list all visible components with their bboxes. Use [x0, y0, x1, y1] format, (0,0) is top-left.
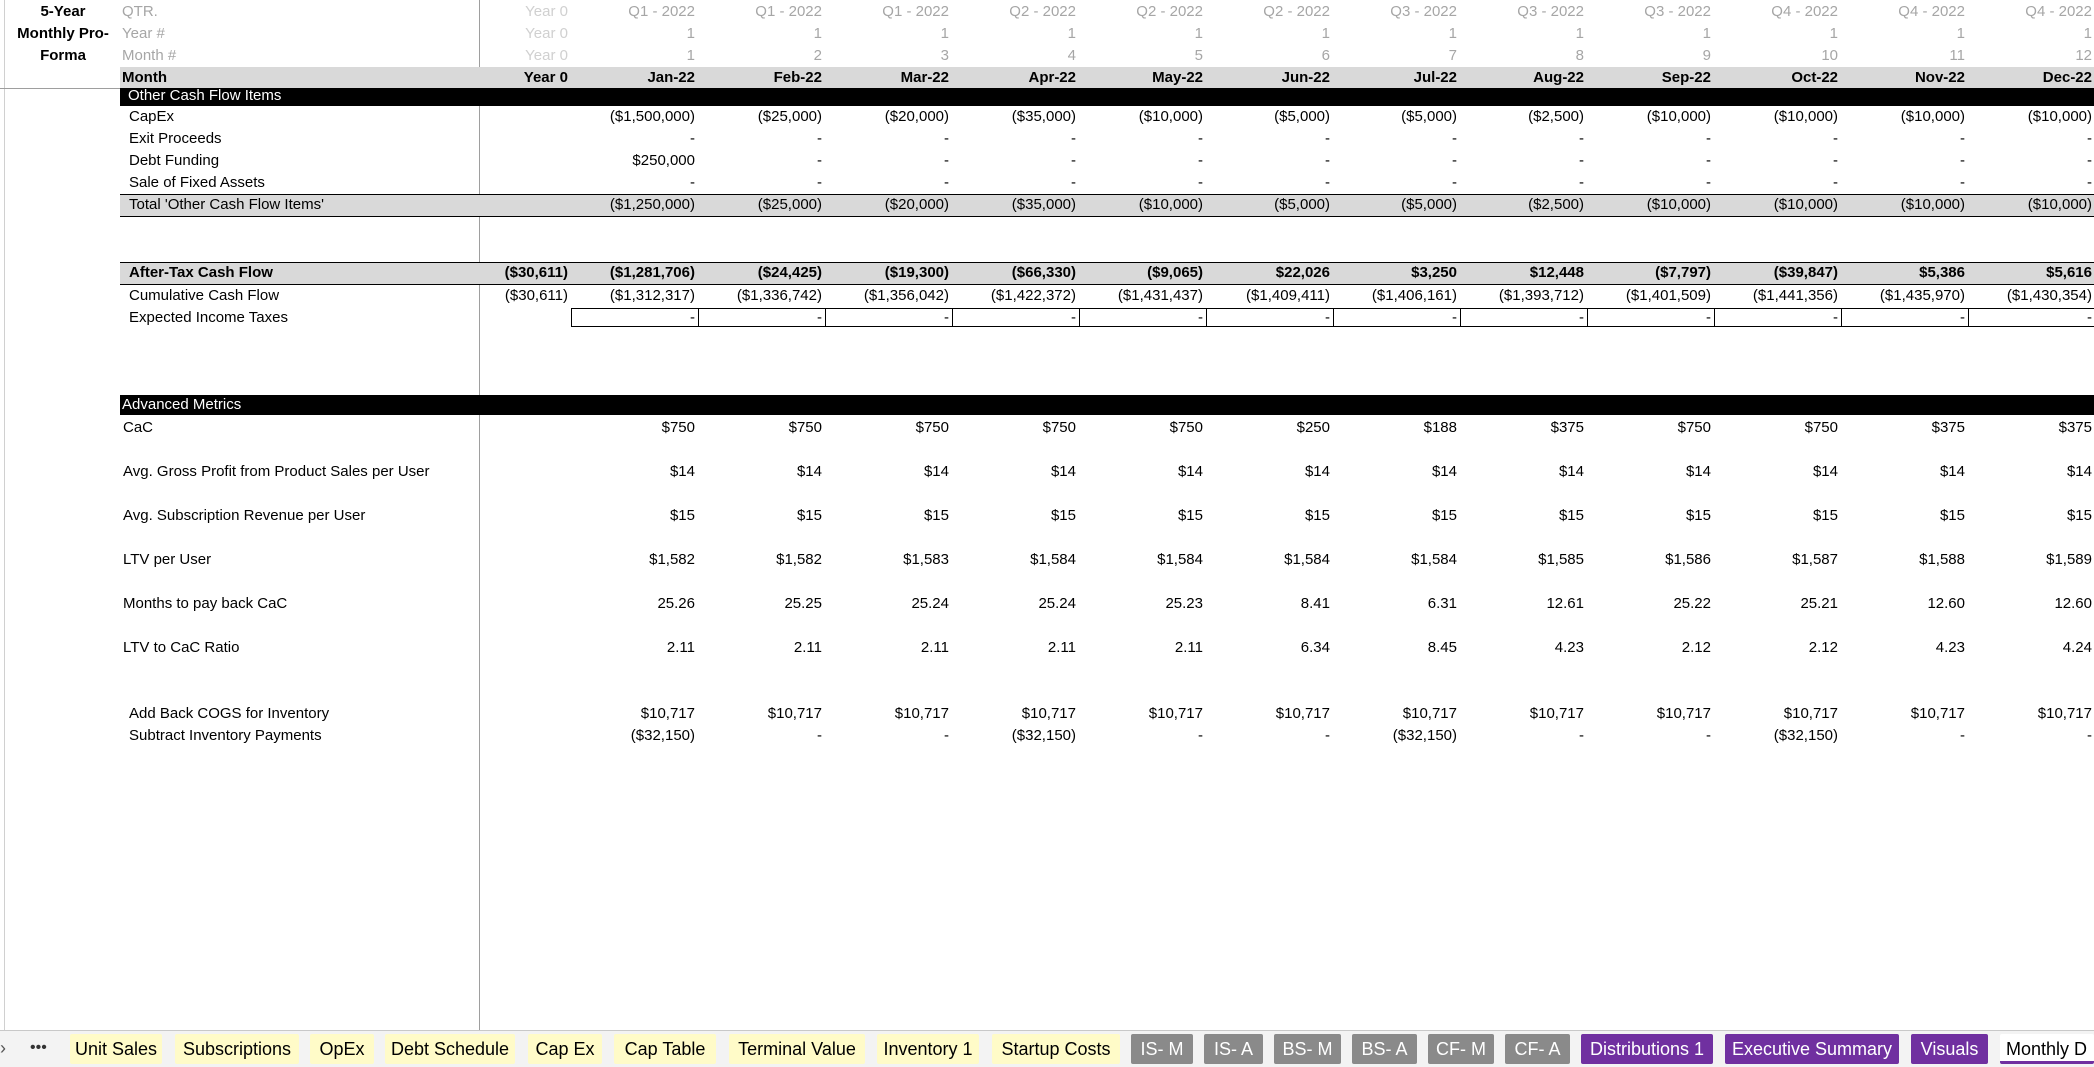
header-year-cell: 1 [1448, 25, 1457, 42]
header-month-num-cell: 6 [1321, 47, 1330, 64]
sheet-tab-cap-table[interactable]: Cap Table [614, 1034, 716, 1064]
metric-cac-value: $375 [1550, 419, 1584, 436]
row-exit-proceeds-value: - [1071, 130, 1076, 147]
header-year-cell: 1 [1702, 25, 1711, 42]
metric-months-to-pay-back-cac-value: 25.24 [1038, 595, 1076, 612]
row-exit-proceeds-value: - [2087, 130, 2092, 147]
row-expected-income-taxes-value: - [1071, 309, 1076, 326]
row-expected-income-taxes-value: - [690, 309, 695, 326]
sheet-tab-debt-schedule[interactable]: Debt Schedule [385, 1034, 515, 1064]
sheet-tab-bs-m[interactable]: BS- M [1274, 1034, 1341, 1064]
row-exit-proceeds-value: - [817, 130, 822, 147]
row-total-other-cash-flow-value: ($5,000) [1401, 196, 1457, 213]
row-capex-value: ($20,000) [884, 108, 949, 125]
metric-cac-value: $750 [1169, 419, 1203, 436]
metric-avg-gross-profit-from-product-sales-per-user-value: $14 [1812, 463, 1838, 480]
row-cumulative-cash-flow-value: ($1,393,712) [1498, 287, 1584, 304]
grid-left-edge [4, 0, 5, 1030]
row-total-other-cash-flow-value: ($10,000) [2027, 196, 2092, 213]
metric-avg-subscription-revenue-per-user-value: $15 [669, 507, 695, 524]
header-month-cell: Jun-22 [1281, 69, 1330, 86]
row-debt-funding-value: - [2087, 152, 2092, 169]
row-add-back-cogs-for-inventory-value: $10,717 [1402, 705, 1457, 722]
row-capex-value: ($10,000) [1900, 108, 1965, 125]
sheet-title-line-3: Forma [40, 47, 86, 64]
header-month-cell: Mar-22 [900, 69, 949, 86]
header-month-cell: Apr-22 [1028, 69, 1076, 86]
row-debt-funding-value: - [1579, 152, 1584, 169]
row-capex-value: ($1,500,000) [609, 108, 695, 125]
metric-avg-gross-profit-from-product-sales-per-user-value: $14 [796, 463, 822, 480]
row-expected-income-taxes-value: - [1198, 309, 1203, 326]
row-after-tax-cash-flow-value: $3,250 [1411, 264, 1457, 281]
metric-cac-label: CaC [123, 419, 154, 436]
metric-avg-subscription-revenue-per-user-value: $15 [1431, 507, 1457, 524]
header-month-cell: Nov-22 [1914, 69, 1965, 86]
metric-cac-value: $750 [1042, 419, 1076, 436]
row-sale-of-fixed-assets-label: Sale of Fixed Assets [129, 174, 265, 191]
row-exit-proceeds-value: - [1452, 130, 1457, 147]
row-subtract-inventory-payments-value: - [1325, 727, 1330, 744]
header-qtr-cell: Q4 - 2022 [1898, 3, 1965, 20]
metric-avg-subscription-revenue-per-user-value: $15 [1050, 507, 1076, 524]
header-label-month-num: Month # [122, 47, 177, 64]
header-qtr-cell: Year 0 [525, 3, 568, 20]
sheet-tab-distributions-1[interactable]: Distributions 1 [1581, 1034, 1713, 1064]
metric-avg-subscription-revenue-per-user-value: $15 [1812, 507, 1838, 524]
header-month-num-cell: 11 [1949, 47, 1965, 64]
sheet-title-line-2: Monthly Pro- [17, 25, 109, 42]
header-year-cell: 1 [1321, 25, 1330, 42]
header-year-cell: 1 [813, 25, 822, 42]
header-label-year: Year # [122, 25, 165, 42]
row-subtract-inventory-payments-value: ($32,150) [1011, 727, 1076, 744]
row-expected-income-taxes-value: - [1579, 309, 1584, 326]
other-cash-flow-section-bar [120, 88, 2094, 106]
metric-months-to-pay-back-cac-value: 6.31 [1427, 595, 1457, 612]
row-sale-of-fixed-assets-value: - [1071, 174, 1076, 191]
row-expected-income-taxes-value: - [2087, 309, 2092, 326]
row-exit-proceeds-value: - [690, 130, 695, 147]
sheet-tab-visuals[interactable]: Visuals [1911, 1034, 1988, 1064]
sheet-tab-monthly-d[interactable]: Monthly D [2000, 1034, 2094, 1064]
row-total-other-cash-flow-value: ($1,250,000) [609, 196, 695, 213]
metric-cac-value: $375 [2058, 419, 2092, 436]
row-sale-of-fixed-assets-value: - [1960, 174, 1965, 191]
row-after-tax-cash-flow-value: $12,448 [1529, 264, 1584, 281]
metric-cac-value: $750 [788, 419, 822, 436]
header-qtr-cell: Q3 - 2022 [1644, 3, 1711, 20]
metric-months-to-pay-back-cac-value: 25.23 [1165, 595, 1203, 612]
metric-ltv-to-cac-ratio-value: 2.11 [793, 639, 822, 656]
sheet-title-line-1: 5-Year [40, 3, 86, 20]
sheet-tab-bs-a[interactable]: BS- A [1352, 1034, 1417, 1064]
header-year-cell: 1 [1575, 25, 1584, 42]
sheet-tab-is-a[interactable]: IS- A [1204, 1034, 1263, 1064]
row-debt-funding-value: - [1325, 152, 1330, 169]
row-debt-funding-value: - [944, 152, 949, 169]
row-capex-value: ($10,000) [1646, 108, 1711, 125]
metric-ltv-to-cac-ratio-value: 2.12 [1808, 639, 1838, 656]
row-add-back-cogs-for-inventory-value: $10,717 [1910, 705, 1965, 722]
header-qtr-cell: Q1 - 2022 [628, 3, 695, 20]
row-total-other-cash-flow-value: ($10,000) [1773, 196, 1838, 213]
row-cumulative-cash-flow-value: ($1,422,372) [990, 287, 1076, 304]
row-cumulative-cash-flow-value: ($1,401,509) [1625, 287, 1711, 304]
row-exit-proceeds-value: - [1833, 130, 1838, 147]
metric-avg-gross-profit-from-product-sales-per-user-value: $14 [1050, 463, 1076, 480]
header-qtr-cell: Q2 - 2022 [1136, 3, 1203, 20]
row-subtract-inventory-payments-value: - [2087, 727, 2092, 744]
metric-ltv-per-user-value: $1,588 [1919, 551, 1965, 568]
header-year-cell: 1 [1956, 25, 1965, 42]
sheet-tab-terminal-value[interactable]: Terminal Value [729, 1034, 865, 1064]
row-cumulative-cash-flow-value: ($1,336,742) [736, 287, 822, 304]
metric-ltv-per-user-value: $1,584 [1284, 551, 1330, 568]
row-add-back-cogs-for-inventory-value: $10,717 [1529, 705, 1584, 722]
metric-ltv-to-cac-ratio-value: 2.11 [920, 639, 949, 656]
row-after-tax-cash-flow-label: After-Tax Cash Flow [129, 264, 273, 281]
header-year-cell: 1 [1829, 25, 1838, 42]
metric-cac-value: $188 [1423, 419, 1457, 436]
row-after-tax-cash-flow-value: $22,026 [1275, 264, 1330, 281]
metric-cac-value: $750 [1677, 419, 1711, 436]
more-tabs-button[interactable]: ••• [30, 1039, 47, 1056]
row-add-back-cogs-for-inventory-value: $10,717 [1275, 705, 1330, 722]
metric-avg-subscription-revenue-per-user-value: $15 [1685, 507, 1711, 524]
row-after-tax-cash-flow-value: ($19,300) [884, 264, 949, 281]
metric-avg-subscription-revenue-per-user-value: $15 [1177, 507, 1203, 524]
metric-ltv-to-cac-ratio-value: 2.11 [666, 639, 695, 656]
row-exit-proceeds-value: - [1198, 130, 1203, 147]
other-cash-flow-section-title: Other Cash Flow Items [128, 87, 282, 104]
metric-avg-gross-profit-from-product-sales-per-user-value: $14 [1304, 463, 1330, 480]
advanced-metrics-section-bar [120, 395, 2094, 415]
row-after-tax-cash-flow-value: $5,616 [2046, 264, 2092, 281]
metric-avg-gross-profit-from-product-sales-per-user-value: $14 [1558, 463, 1584, 480]
sheet-tab-cf-m[interactable]: CF- M [1428, 1034, 1494, 1064]
metric-ltv-to-cac-ratio-value: 8.45 [1427, 639, 1457, 656]
row-cumulative-cash-flow-value: ($1,406,161) [1371, 287, 1457, 304]
sheet-tab-unit-sales[interactable]: Unit Sales [70, 1034, 162, 1064]
row-add-back-cogs-for-inventory-value: $10,717 [2037, 705, 2092, 722]
header-month-num-cell: 7 [1448, 47, 1457, 64]
row-add-back-cogs-for-inventory-value: $10,717 [1783, 705, 1838, 722]
metric-ltv-to-cac-ratio-label: LTV to CaC Ratio [123, 639, 240, 656]
row-debt-funding-value: - [1706, 152, 1711, 169]
header-label-qtr: QTR. [122, 3, 158, 20]
header-month-num-cell: Year 0 [525, 47, 568, 64]
row-cumulative-cash-flow-value: ($1,409,411) [1246, 287, 1330, 304]
sheet-tab-cf-a[interactable]: CF- A [1505, 1034, 1570, 1064]
metric-ltv-per-user-value: $1,583 [903, 551, 949, 568]
header-month-cell: Jul-22 [1413, 69, 1457, 86]
metric-months-to-pay-back-cac-value: 25.21 [1800, 595, 1838, 612]
row-add-back-cogs-for-inventory-value: $10,717 [894, 705, 949, 722]
header-label-month: Month [122, 69, 167, 86]
metric-ltv-to-cac-ratio-value: 2.12 [1681, 639, 1711, 656]
row-subtract-inventory-payments-value: - [1960, 727, 1965, 744]
advanced-metrics-section-title: Advanced Metrics [122, 396, 242, 413]
row-capex-value: ($10,000) [1773, 108, 1838, 125]
header-month-cell: Aug-22 [1533, 69, 1584, 86]
sheet-tab-is-m[interactable]: IS- M [1131, 1034, 1193, 1064]
header-month-cell: Year 0 [523, 69, 568, 86]
sheet-tab-opex[interactable]: OpEx [310, 1034, 374, 1064]
row-sale-of-fixed-assets-value: - [944, 174, 949, 191]
metric-avg-subscription-revenue-per-user-value: $15 [1939, 507, 1965, 524]
metric-ltv-to-cac-ratio-value: 6.34 [1300, 639, 1330, 656]
row-exit-proceeds-value: - [1960, 130, 1965, 147]
header-qtr-cell: Q4 - 2022 [1771, 3, 1838, 20]
header-month-num-cell: 4 [1067, 47, 1076, 64]
metric-avg-subscription-revenue-per-user-value: $15 [1304, 507, 1330, 524]
row-expected-income-taxes-value: - [1325, 309, 1330, 326]
row-total-other-cash-flow-value: ($10,000) [1900, 196, 1965, 213]
metric-ltv-per-user-value: $1,586 [1665, 551, 1711, 568]
header-month-num-cell: 9 [1702, 47, 1711, 64]
header-month-num-cell: 8 [1575, 47, 1584, 64]
sheet-tab-cap-ex[interactable]: Cap Ex [528, 1034, 602, 1064]
row-after-tax-cash-flow-value: ($39,847) [1773, 264, 1838, 281]
header-month-cell: Feb-22 [773, 69, 822, 86]
row-after-tax-cash-flow-value: ($7,797) [1655, 264, 1711, 281]
metric-ltv-per-user-value: $1,584 [1411, 551, 1457, 568]
row-after-tax-cash-flow-value: ($9,065) [1147, 264, 1203, 281]
metric-avg-gross-profit-from-product-sales-per-user-value: $14 [669, 463, 695, 480]
metric-ltv-per-user-value: $1,582 [649, 551, 695, 568]
metric-months-to-pay-back-cac-value: 25.25 [784, 595, 822, 612]
row-sale-of-fixed-assets-value: - [1198, 174, 1203, 191]
row-subtract-inventory-payments-value: - [1706, 727, 1711, 744]
row-after-tax-cash-flow-value: ($24,425) [757, 264, 822, 281]
header-month-cell: May-22 [1152, 69, 1203, 86]
row-total-other-cash-flow-value: ($10,000) [1138, 196, 1203, 213]
row-subtract-inventory-payments-value: - [817, 727, 822, 744]
metric-ltv-per-user-value: $1,584 [1030, 551, 1076, 568]
header-qtr-cell: Q2 - 2022 [1263, 3, 1330, 20]
row-after-tax-cash-flow-value: $5,386 [1919, 264, 1965, 281]
metric-months-to-pay-back-cac-value: 25.24 [911, 595, 949, 612]
metric-avg-gross-profit-from-product-sales-per-user-value: $14 [1939, 463, 1965, 480]
row-debt-funding-label: Debt Funding [129, 152, 220, 169]
title-underline [0, 88, 120, 89]
metric-months-to-pay-back-cac-value: 12.60 [2054, 595, 2092, 612]
row-total-other-cash-flow-value: ($2,500) [1528, 196, 1584, 213]
row-subtract-inventory-payments-label: Subtract Inventory Payments [129, 727, 322, 744]
row-debt-funding-value: $250,000 [632, 152, 695, 169]
metric-avg-gross-profit-from-product-sales-per-user-value: $14 [1685, 463, 1711, 480]
row-sale-of-fixed-assets-value: - [1833, 174, 1838, 191]
row-subtract-inventory-payments-value: - [944, 727, 949, 744]
header-month-num-cell: 12 [2075, 47, 2092, 64]
row-after-tax-cash-flow-value: ($30,611) [504, 264, 568, 281]
header-qtr-cell: Q3 - 2022 [1517, 3, 1584, 20]
row-add-back-cogs-for-inventory-value: $10,717 [1656, 705, 1711, 722]
row-total-other-cash-flow-value: ($35,000) [1011, 196, 1076, 213]
row-capex-value: ($35,000) [1011, 108, 1076, 125]
metric-cac-value: $750 [661, 419, 695, 436]
metric-months-to-pay-back-cac-value: 25.26 [657, 595, 695, 612]
header-qtr-cell: Q4 - 2022 [2025, 3, 2092, 20]
metric-ltv-per-user-label: LTV per User [123, 551, 212, 568]
metric-months-to-pay-back-cac-value: 25.22 [1673, 595, 1711, 612]
header-month-num-cell: 10 [1821, 47, 1838, 64]
row-debt-funding-value: - [1198, 152, 1203, 169]
row-sale-of-fixed-assets-value: - [817, 174, 822, 191]
header-year-cell: 1 [686, 25, 695, 42]
row-sale-of-fixed-assets-value: - [1452, 174, 1457, 191]
metric-avg-gross-profit-from-product-sales-per-user-value: $14 [1431, 463, 1457, 480]
header-year-cell: 1 [1194, 25, 1203, 42]
row-add-back-cogs-for-inventory-value: $10,717 [1148, 705, 1203, 722]
header-month-num-cell: 3 [940, 47, 949, 64]
row-debt-funding-value: - [817, 152, 822, 169]
sheet-tab-inventory-1[interactable]: Inventory 1 [877, 1034, 979, 1064]
metric-cac-value: $375 [1931, 419, 1965, 436]
metric-ltv-to-cac-ratio-value: 2.11 [1047, 639, 1076, 656]
metric-cac-value: $750 [915, 419, 949, 436]
metric-ltv-per-user-value: $1,589 [2046, 551, 2092, 568]
row-subtract-inventory-payments-value: ($32,150) [1392, 727, 1457, 744]
row-subtract-inventory-payments-value: - [1198, 727, 1203, 744]
metric-months-to-pay-back-cac-value: 12.60 [1927, 595, 1965, 612]
metric-ltv-to-cac-ratio-value: 4.24 [2062, 639, 2092, 656]
header-month-cell: Dec-22 [2042, 69, 2092, 86]
row-exit-proceeds-label: Exit Proceeds [129, 130, 222, 147]
row-expected-income-taxes-value: - [944, 309, 949, 326]
row-debt-funding-value: - [1960, 152, 1965, 169]
metric-ltv-per-user-value: $1,582 [776, 551, 822, 568]
row-add-back-cogs-for-inventory-label: Add Back COGS for Inventory [129, 705, 330, 722]
metric-ltv-to-cac-ratio-value: 4.23 [1935, 639, 1965, 656]
metric-avg-subscription-revenue-per-user-value: $15 [1558, 507, 1584, 524]
total-row-bottom-border [120, 216, 2094, 217]
header-qtr-cell: Q1 - 2022 [882, 3, 949, 20]
row-exit-proceeds-value: - [944, 130, 949, 147]
header-month-num-cell: 1 [686, 47, 695, 64]
row-subtract-inventory-payments-value: ($32,150) [630, 727, 695, 744]
sheet-tab-subscriptions[interactable]: Subscriptions [175, 1034, 299, 1064]
header-month-cell: Jan-22 [647, 69, 695, 86]
header-year-cell: Year 0 [525, 25, 568, 42]
freeze-pane-divider [479, 0, 480, 1030]
row-add-back-cogs-for-inventory-value: $10,717 [640, 705, 695, 722]
metric-ltv-per-user-value: $1,585 [1538, 551, 1584, 568]
metric-months-to-pay-back-cac-value: 8.41 [1300, 595, 1330, 612]
row-expected-income-taxes-value: - [1960, 309, 1965, 326]
row-total-other-cash-flow-label: Total 'Other Cash Flow Items' [129, 196, 324, 213]
row-exit-proceeds-value: - [1706, 130, 1711, 147]
row-subtract-inventory-payments-value: - [1579, 727, 1584, 744]
row-add-back-cogs-for-inventory-value: $10,717 [1021, 705, 1076, 722]
metric-ltv-per-user-value: $1,584 [1157, 551, 1203, 568]
row-expected-income-taxes-value: - [1706, 309, 1711, 326]
metric-avg-gross-profit-from-product-sales-per-user-value: $14 [1177, 463, 1203, 480]
row-sale-of-fixed-assets-value: - [1579, 174, 1584, 191]
metric-avg-gross-profit-from-product-sales-per-user-label: Avg. Gross Profit from Product Sales per User [123, 463, 430, 480]
row-cumulative-cash-flow-value: ($1,430,354) [2006, 287, 2092, 304]
row-capex-value: ($25,000) [757, 108, 822, 125]
metric-avg-gross-profit-from-product-sales-per-user-value: $14 [2066, 463, 2092, 480]
metric-cac-value: $750 [1804, 419, 1838, 436]
row-total-other-cash-flow-value: ($10,000) [1646, 196, 1711, 213]
header-year-cell: 1 [1067, 25, 1076, 42]
row-expected-income-taxes-value: - [1452, 309, 1457, 326]
header-year-cell: 1 [2083, 25, 2092, 42]
metric-ltv-to-cac-ratio-value: 4.23 [1554, 639, 1584, 656]
row-after-tax-cash-flow-value: ($66,330) [1011, 264, 1076, 281]
row-expected-income-taxes-value: - [817, 309, 822, 326]
header-qtr-cell: Q3 - 2022 [1390, 3, 1457, 20]
row-sale-of-fixed-assets-value: - [1706, 174, 1711, 191]
sheet-tab-startup-costs[interactable]: Startup Costs [992, 1034, 1120, 1064]
row-cumulative-cash-flow-value: ($1,435,970) [1879, 287, 1965, 304]
row-debt-funding-value: - [1833, 152, 1838, 169]
row-exit-proceeds-value: - [1579, 130, 1584, 147]
row-total-other-cash-flow-value: ($25,000) [757, 196, 822, 213]
metric-cac-value: $250 [1296, 419, 1330, 436]
row-capex-value: ($5,000) [1401, 108, 1457, 125]
row-expected-income-taxes-label: Expected Income Taxes [129, 309, 288, 326]
header-year-cell: 1 [940, 25, 949, 42]
header-month-cell: Sep-22 [1661, 69, 1711, 86]
metric-avg-subscription-revenue-per-user-value: $15 [2066, 507, 2092, 524]
row-capex-value: ($5,000) [1274, 108, 1330, 125]
row-sale-of-fixed-assets-value: - [690, 174, 695, 191]
row-add-back-cogs-for-inventory-value: $10,717 [767, 705, 822, 722]
row-debt-funding-value: - [1452, 152, 1457, 169]
row-subtract-inventory-payments-value: ($32,150) [1773, 727, 1838, 744]
row-capex-value: ($10,000) [2027, 108, 2092, 125]
row-cumulative-cash-flow-value: ($1,356,042) [863, 287, 949, 304]
row-cumulative-cash-flow-label: Cumulative Cash Flow [129, 287, 280, 304]
row-exit-proceeds-value: - [1325, 130, 1330, 147]
row-debt-funding-value: - [1071, 152, 1076, 169]
after-tax-bottom-border [120, 284, 2094, 285]
row-total-other-cash-flow-value: ($20,000) [884, 196, 949, 213]
row-capex-value: ($10,000) [1138, 108, 1203, 125]
row-after-tax-cash-flow-value: ($1,281,706) [609, 264, 695, 281]
sheet-tab-executive-summary[interactable]: Executive Summary [1725, 1034, 1899, 1064]
row-capex-value: ($2,500) [1528, 108, 1584, 125]
metric-avg-subscription-revenue-per-user-value: $15 [796, 507, 822, 524]
metric-ltv-per-user-value: $1,587 [1792, 551, 1838, 568]
row-cumulative-cash-flow-value: ($30,611) [504, 287, 568, 304]
header-month-num-cell: 5 [1194, 47, 1203, 64]
metric-ltv-to-cac-ratio-value: 2.11 [1174, 639, 1203, 656]
scroll-tabs-right-button[interactable]: › [0, 1038, 6, 1058]
row-cumulative-cash-flow-value: ($1,312,317) [609, 287, 695, 304]
metric-months-to-pay-back-cac-label: Months to pay back CaC [123, 595, 288, 612]
header-month-cell: Oct-22 [1791, 69, 1838, 86]
header-month-num-cell: 2 [813, 47, 822, 64]
row-sale-of-fixed-assets-value: - [1325, 174, 1330, 191]
row-capex-label: CapEx [129, 108, 175, 125]
row-cumulative-cash-flow-value: ($1,431,437) [1117, 287, 1203, 304]
metric-months-to-pay-back-cac-value: 12.61 [1546, 595, 1584, 612]
header-qtr-cell: Q1 - 2022 [755, 3, 822, 20]
row-total-other-cash-flow-value: ($5,000) [1274, 196, 1330, 213]
row-sale-of-fixed-assets-value: - [2087, 174, 2092, 191]
row-expected-income-taxes-value: - [1833, 309, 1838, 326]
metric-avg-subscription-revenue-per-user-label: Avg. Subscription Revenue per User [123, 507, 366, 524]
header-qtr-cell: Q2 - 2022 [1009, 3, 1076, 20]
row-cumulative-cash-flow-value: ($1,441,356) [1752, 287, 1838, 304]
metric-avg-gross-profit-from-product-sales-per-user-value: $14 [923, 463, 949, 480]
metric-avg-subscription-revenue-per-user-value: $15 [923, 507, 949, 524]
